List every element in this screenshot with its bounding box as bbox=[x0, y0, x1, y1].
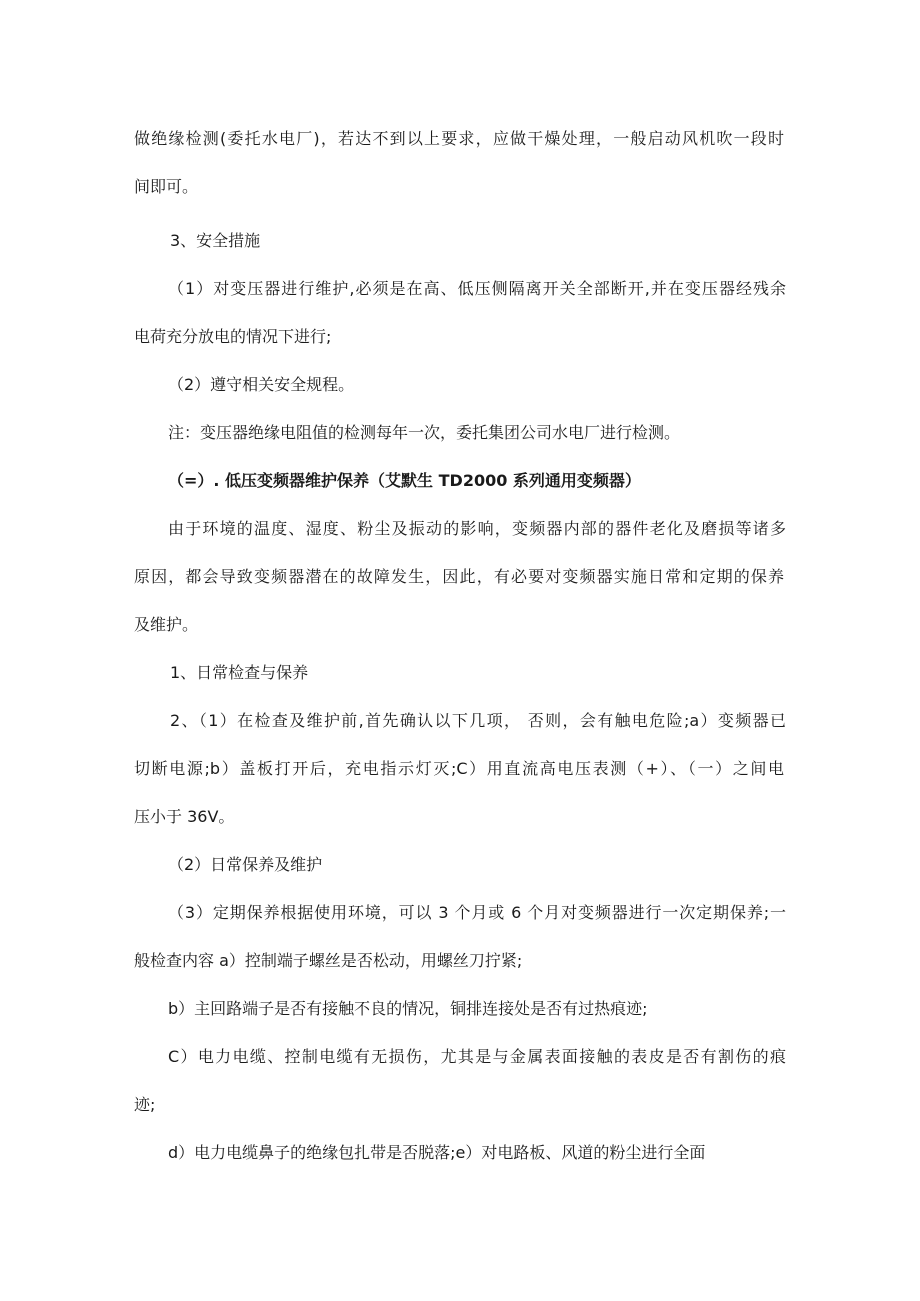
text-line: 间即可。 bbox=[134, 177, 199, 196]
text-line: 迹; bbox=[134, 1095, 156, 1114]
text-line: （2）日常保养及维护 bbox=[168, 855, 323, 874]
section-heading: 1、日常检查与保养 bbox=[170, 663, 309, 682]
text-line: C）电力电缆、控制电缆有无损伤，尤其是与金属表面接触的表皮是否有割伤的痕 bbox=[168, 1047, 786, 1066]
section-heading: （=）. 低压变频器维护保养（艾默生 TD2000 系列通用变频器） bbox=[168, 471, 641, 490]
text-line: 2、（1）在检查及维护前,首先确认以下几项， 否则，会有触电危险;a）变频器已 bbox=[170, 711, 786, 730]
text-line: 原因，都会导致变频器潜在的故障发生，因此，有必要对变频器实施日常和定期的保养 bbox=[134, 567, 784, 586]
text-line: 做绝缘检测(委托水电厂)，若达不到以上要求，应做干燥处理，一般启动风机吹一段时 bbox=[134, 129, 784, 148]
section-heading: 3、安全措施 bbox=[170, 231, 261, 250]
text-line: （2）遵守相关安全规程。 bbox=[168, 375, 355, 394]
text-line: 由于环境的温度、湿度、粉尘及振动的影响，变频器内部的器件老化及磨损等诸多 bbox=[168, 519, 786, 538]
text-line: 般检查内容 a）控制端子螺丝是否松动，用螺丝刀拧紧; bbox=[134, 951, 523, 970]
note-line: 注：变压器绝缘电阻值的检测每年一次，委托集团公司水电厂进行检测。 bbox=[168, 423, 681, 442]
text-line: d）电力电缆鼻子的绝缘包扎带是否脱落;e）对电路板、风道的粉尘进行全面 bbox=[168, 1143, 706, 1162]
text-line: （3）定期保养根据使用环境，可以 3 个月或 6 个月对变频器进行一次定期保养;一 bbox=[168, 903, 786, 922]
text-line: 切断电源;b）盖板打开后，充电指示灯灭;C）用直流高电压表测（+）、（一）之间电 bbox=[134, 759, 784, 778]
text-line: 电荷充分放电的情况下进行; bbox=[134, 327, 332, 346]
text-line: （1）对变压器进行维护,必须是在高、低压侧隔离开关全部断开,并在变压器经残余 bbox=[168, 279, 786, 298]
text-line: 压小于 36V。 bbox=[134, 807, 235, 826]
text-line: 及维护。 bbox=[134, 615, 199, 634]
text-line: b）主回路端子是否有接触不良的情况，铜排连接处是否有过热痕迹; bbox=[168, 999, 648, 1018]
